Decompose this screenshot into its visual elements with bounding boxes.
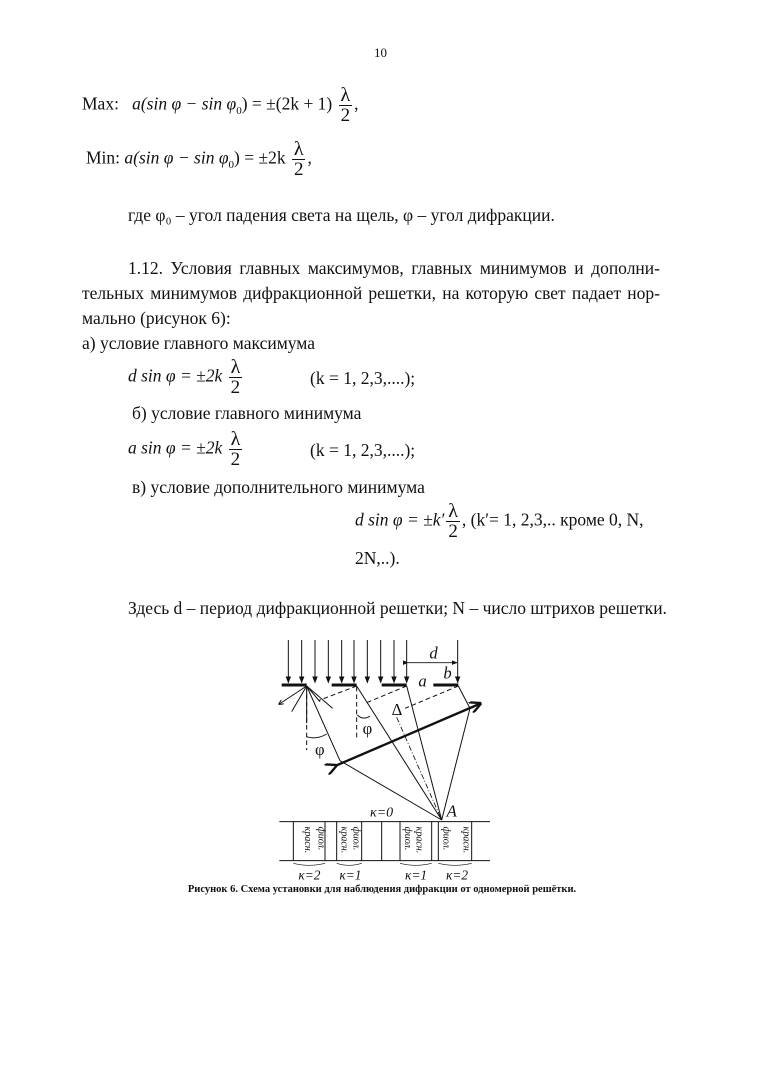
order-label: κ=2 [298,867,321,880]
formula-b [128,430,244,469]
where-line: где φ₀ – угол падения света на щель, φ – угол дифракции. [128,205,555,225]
perpendicular-dashes [307,686,459,750]
fraction [229,358,243,397]
fraction [339,86,353,125]
diffraction-figure [270,640,490,880]
cell-label: фиол. [402,826,413,851]
formula-part: a(sin φ − sin φ [132,93,237,114]
formula-v-condition-cont: 2N,..). [355,548,400,568]
label-d: d [429,643,438,663]
page-number: 10 [374,45,387,60]
formula-part: , [307,147,312,168]
cell-label: фиол. [440,826,452,851]
condition-b-label: б) условие главного минимума [132,403,362,423]
formula-part: d sin φ = ±k′ [355,509,445,530]
formula-a-condition: (k = 1, 2,3,....); [310,368,416,388]
paragraph-line: тельных минимумов дифракционной решетки, на которую свет падает нор- [82,283,660,303]
formula-v-condition: , (k′= 1, 2,3,.. кроме 0, N, [461,509,644,530]
order-braces [293,863,471,865]
formula-label: Min: [86,147,121,168]
condition-v-label: в) условие дополнительного минимума [132,477,425,497]
cell-label: красн. [460,826,472,854]
formula-label: Max: [82,93,119,114]
fraction [446,502,460,541]
label-phi: φ [362,719,373,738]
order-label: κ=1 [339,867,362,880]
formula-v [355,502,644,541]
label-b: b [443,663,452,683]
denominator: 2 [340,105,351,126]
order-label: κ=2 [446,867,469,880]
denominator: 2 [448,521,458,542]
denominator: 2 [230,377,241,398]
numerator: λ [448,500,458,522]
cell-label: фиол. [350,826,362,851]
cell-label: красн. [413,826,425,854]
label-delta: Δ [391,700,403,719]
fraction [292,140,306,179]
numerator: λ [340,84,351,106]
numerator: λ [230,356,241,378]
formula-part: , [354,93,359,114]
formula-sub: 0 [236,105,242,118]
diffracted-rays [307,686,470,820]
label-order-zero: κ=0 [370,805,394,821]
formula-part: ) = ±(2k + 1) [241,93,333,114]
numerator: λ [230,428,241,450]
condition-a-label: а) условие главного максимума [82,333,316,353]
formula-part: a(sin φ − sin φ [124,147,229,168]
formula-part: ) = ±2k [234,147,286,168]
label-point-a: A [446,801,457,821]
label-phi: φ [315,740,325,759]
label-a: a [418,671,427,691]
fan-rays [279,686,332,723]
formula-part: d sin φ = ±2k [128,365,223,386]
cell-label: фиол. [315,826,327,851]
formula-b-condition: (k = 1, 2,3,....); [310,440,416,460]
paragraph-line: 1.12. Условия главных максимумов, главных минимумов и дополни- [128,258,660,278]
formula-min [86,140,312,179]
fraction [229,430,243,469]
numerator: λ [293,138,304,160]
formula-a [128,358,244,397]
formula-max [82,86,359,125]
denominator: 2 [293,159,304,180]
screen-cell-labels [302,827,471,854]
paragraph-line: мально (рисунок 6): [82,308,231,328]
here-line: Здесь d – период дифракционной решетки; N – число штрихов решетки. [128,598,667,618]
formula-sub: 0 [228,159,235,172]
formula-part: a sin φ = ±2k [128,437,223,458]
order-label: κ=1 [405,867,428,880]
cell-label: красн. [302,826,313,854]
cell-label: красн. [338,826,350,854]
figure-caption: Рисунок 6. Схема установки для наблюдения дифракции от одномерной решётки. [187,884,577,895]
denominator: 2 [230,449,241,470]
